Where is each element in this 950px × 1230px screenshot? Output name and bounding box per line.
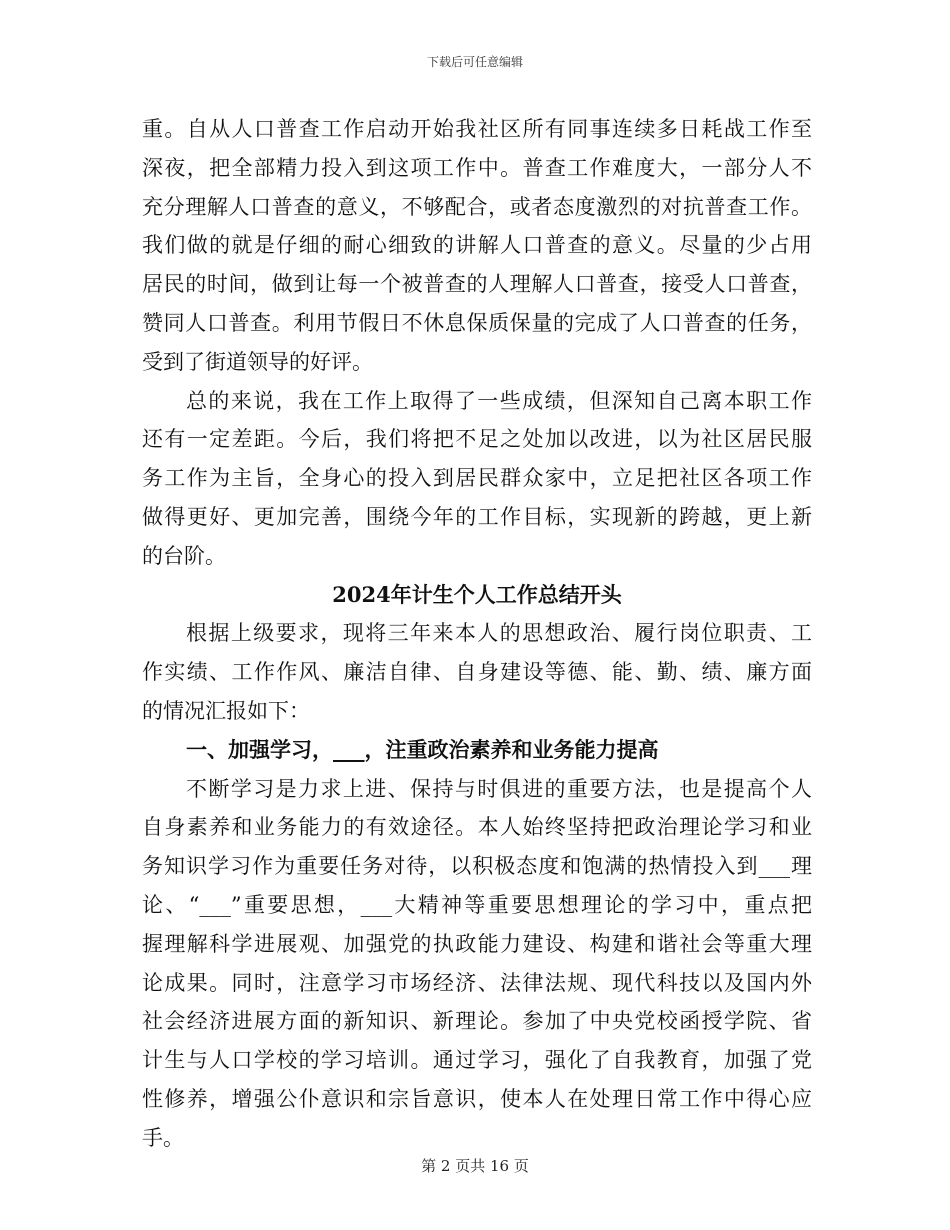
text-line: 赞同人口普查。利用节假日不休息保质保量的完成了人口普查的任务， [142, 310, 812, 335]
text-line: 论成果。同时，注意学习市场经济、法律法规、现代科技以及国内外 [142, 970, 812, 995]
text-line: 做得更好、更加完善，围绕今年的工作目标，实现新的跨越，更上新 [142, 504, 812, 529]
text-line: 深夜，把全部精力投入到这项工作中。普查工作难度大，一部分人不 [142, 155, 812, 180]
text-line: 性修养，增强公仆意识和宗旨意识，使本人在处理日常工作中得心应 [142, 1086, 812, 1111]
text-line: 我们做的就是仔细的耐心细致的讲解人口普查的意义。尽量的少占用 [142, 233, 812, 258]
text-line: 作实绩、工作作风、廉洁自律、自身建设等德、能、勤、绩、廉方面 [142, 660, 812, 685]
text-line: 手。 [142, 1125, 184, 1150]
text-line: 社会经济进展方面的新知识、新理论。参加了中央党校函授学院、省 [142, 1009, 812, 1034]
paragraph-first-line: 不断学习是力求上进、保持与时俱进的重要方法，也是提高个人 [186, 776, 812, 801]
text-line: 计生与人口学校的学习培训。通过学习，强化了自我教育，加强了党 [142, 1048, 812, 1073]
section-title: 2024年计生个人工作总结开头 [332, 581, 622, 607]
page-header: 下载后可任意编辑 [426, 55, 523, 69]
text-line: 居民的时间，做到让每一个被普查的人理解人口普查，接受人口普查， [142, 272, 812, 297]
text-line: 自身素养和业务能力的有效途径。本人始终坚持把政治理论学习和业 [142, 815, 812, 840]
text-line: 握理解科学进展观、加强党的执政能力建设、构建和谐社会等重大理 [142, 931, 812, 956]
text-line: 论、“___”重要思想，___大精神等重要思想理论的学习中，重点把 [142, 892, 812, 917]
paragraph-first-line: 根据上级要求，现将三年来本人的思想政治、履行岗位职责、工 [186, 621, 812, 646]
page-footer: 第 2 页共 16 页 [421, 1157, 529, 1175]
subsection-heading: 一、加强学习，___，注重政治素养和业务能力提高 [186, 736, 659, 762]
text-line: 重。自从人口普查工作启动开始我社区所有同事连续多日耗战工作至 [142, 117, 812, 141]
text-line: 务工作为主旨，全身心的投入到居民群众家中，立足把社区各项工作 [142, 466, 812, 491]
text-line: 还有一定差距。今后，我们将把不足之处加以改进，以为社区居民服 [142, 427, 812, 452]
text-line: 的台阶。 [142, 543, 226, 568]
text-line: 受到了街道领导的好评。 [142, 349, 373, 374]
text-line: 的情况汇报如下： [142, 698, 310, 723]
text-line: 充分理解人口普查的意义，不够配合，或者态度激烈的对抗普查工作。 [142, 194, 812, 219]
text-line: 务知识学习作为重要任务对待，以积极态度和饱满的热情投入到___理 [142, 854, 812, 879]
document-body [142, 110, 812, 1158]
paragraph-first-line: 总的来说，我在工作上取得了一些成绩，但深知自己离本职工作 [186, 388, 812, 413]
